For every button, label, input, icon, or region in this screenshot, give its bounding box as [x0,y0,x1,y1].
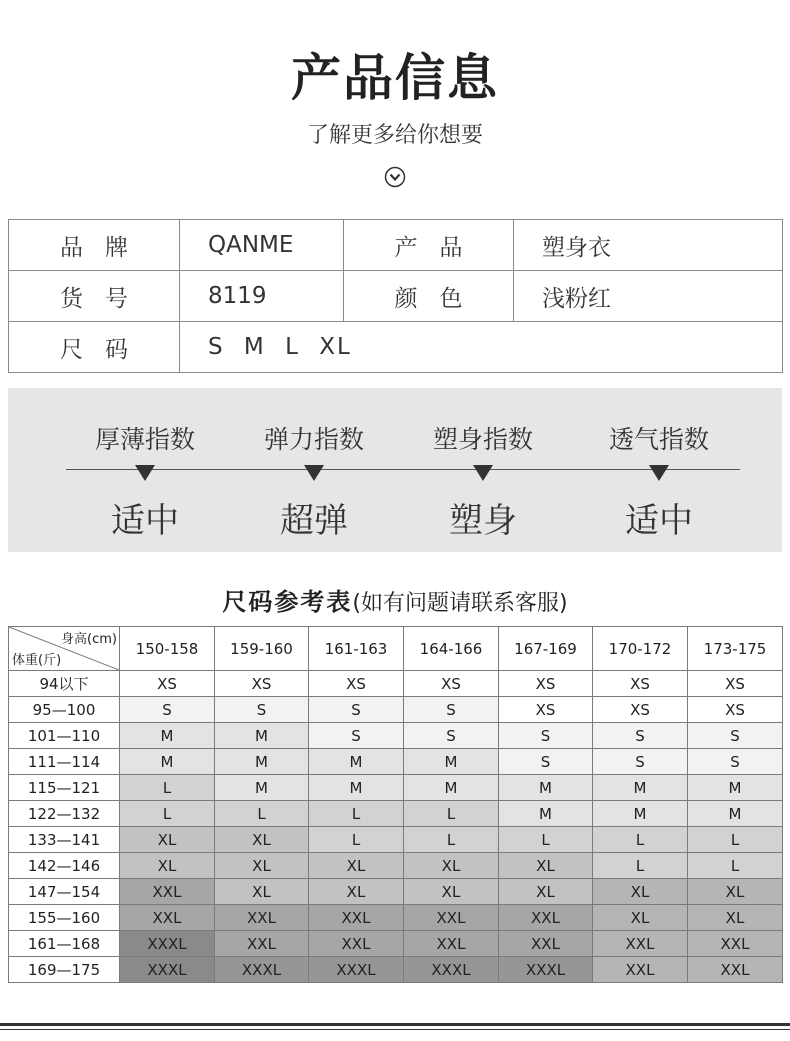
size-cell: S [309,697,404,723]
size-cell: XS [593,671,688,697]
size-cell: S [688,749,783,775]
size-cell: S [499,723,593,749]
index-label: 厚薄指数 [94,425,195,454]
size-cell: XS [499,697,593,723]
table-row [9,671,783,697]
size-cell: XXL [215,931,309,957]
index-label: 透气指数 [608,425,709,454]
weight-cell: 161—168 [9,931,120,957]
size-cell: M [120,749,215,775]
size-cell: M [688,775,783,801]
size-cell: L [215,801,309,827]
item-no-value: 8119 [180,271,344,322]
size-cell: S [499,749,593,775]
triangle-down-icon [304,465,324,481]
size-cell: XXL [309,905,404,931]
table-row [9,749,783,775]
size-cell: XL [688,905,783,931]
size-cell: M [215,775,309,801]
height-header-cell: 170-172 [593,627,688,671]
weight-cell: 133—141 [9,827,120,853]
size-cell: M [499,775,593,801]
size-cell: XS [688,671,783,697]
product-info-table [8,219,783,373]
size-cell: XXXL [120,957,215,983]
table-row [9,723,783,749]
index-band [8,388,782,552]
size-cell: XXL [120,905,215,931]
info-row [9,271,783,322]
size-cell: L [309,827,404,853]
size-cell: XL [215,827,309,853]
size-value: S M L XL [180,322,783,373]
size-cell: M [404,775,499,801]
size-cell: XXXL [499,957,593,983]
weight-cell: 94以下 [9,671,120,697]
size-cell: M [593,801,688,827]
height-header-cell: 164-166 [404,627,499,671]
weight-cell: 169—175 [9,957,120,983]
size-cell: M [404,749,499,775]
index-value: 适中 [625,501,693,541]
table-row [9,931,783,957]
index-item [229,420,399,542]
size-cell: M [593,775,688,801]
index-item [398,420,568,542]
size-cell: L [404,827,499,853]
size-cell: XS [593,697,688,723]
size-chart-corner [9,627,120,671]
size-cell: XS [215,671,309,697]
weight-cell: 147—154 [9,879,120,905]
footer-divider [0,1023,790,1026]
table-row [9,775,783,801]
size-cell: XL [215,879,309,905]
height-header-cell: 159-160 [215,627,309,671]
product-label: 产品 [344,220,514,271]
height-header-cell: 161-163 [309,627,404,671]
size-cell: XXL [688,931,783,957]
size-cell: M [215,749,309,775]
index-value: 塑身 [449,501,517,541]
size-cell: M [215,723,309,749]
size-cell: S [120,697,215,723]
size-cell: M [309,775,404,801]
size-cell: L [688,853,783,879]
weight-cell: 122—132 [9,801,120,827]
triangle-down-icon [473,465,493,481]
size-cell: XL [120,853,215,879]
size-cell: XL [309,853,404,879]
size-cell: XL [120,827,215,853]
size-cell: S [309,723,404,749]
size-chart-table [8,626,783,983]
height-header-cell: 150-158 [120,627,215,671]
size-cell: XXL [593,931,688,957]
size-cell: L [404,801,499,827]
height-header-cell: 167-169 [499,627,593,671]
size-cell: XL [404,879,499,905]
info-row [9,220,783,271]
size-cell: XXL [499,905,593,931]
index-value: 适中 [111,501,179,541]
size-cell: XL [499,879,593,905]
size-cell: M [688,801,783,827]
size-chart-note: (如有问题请联系客服) [352,591,568,616]
size-cell: S [593,749,688,775]
height-header-label: 身高(cm) [61,632,117,647]
chevron-down-circle-icon [384,166,406,188]
size-cell: L [120,775,215,801]
size-cell: S [593,723,688,749]
size-cell: XXXL [309,957,404,983]
index-label: 弹力指数 [263,425,364,454]
weight-header-label: 体重(斤) [12,653,62,668]
size-cell: XL [593,879,688,905]
size-cell: XXL [499,931,593,957]
size-chart-heading [0,582,790,617]
size-cell: M [309,749,404,775]
index-value: 超弹 [280,501,348,541]
page-subtitle: 了解更多给你想要 [306,123,483,148]
table-row [9,879,783,905]
table-row [9,801,783,827]
size-cell: S [404,697,499,723]
size-cell: XXXL [404,957,499,983]
size-cell: L [593,853,688,879]
size-cell: XXL [404,905,499,931]
size-chart-title: 尺码参考表 [222,588,353,616]
size-cell: S [404,723,499,749]
color-value: 浅粉红 [514,271,783,322]
weight-cell: 111—114 [9,749,120,775]
table-row [9,905,783,931]
size-chart-header-row [9,627,783,671]
brand-label: 品牌 [9,220,180,271]
size-cell: XXL [215,905,309,931]
size-cell: XL [593,905,688,931]
size-cell: XXXL [120,931,215,957]
size-cell: XL [688,879,783,905]
weight-cell: 95—100 [9,697,120,723]
table-row [9,853,783,879]
size-cell: XL [215,853,309,879]
brand-value: QANME [180,220,344,271]
size-cell: XL [499,853,593,879]
size-cell: L [120,801,215,827]
index-item [60,420,230,542]
item-no-label: 货号 [9,271,180,322]
info-row [9,322,783,373]
weight-cell: 101—110 [9,723,120,749]
size-cell: XXL [404,931,499,957]
size-cell: L [688,827,783,853]
size-cell: S [688,723,783,749]
weight-cell: 155—160 [9,905,120,931]
index-label: 塑身指数 [432,425,533,454]
table-row [9,697,783,723]
size-label: 尺码 [9,322,180,373]
product-value: 塑身衣 [514,220,783,271]
triangle-down-icon [135,465,155,481]
weight-cell: 142—146 [9,853,120,879]
height-header-cell: 173-175 [688,627,783,671]
size-cell: L [499,827,593,853]
size-cell: XS [499,671,593,697]
size-cell: XXL [309,931,404,957]
table-row [9,827,783,853]
color-label: 颜色 [344,271,514,322]
size-cell: XXL [120,879,215,905]
triangle-down-icon [649,465,669,481]
size-cell: XXXL [215,957,309,983]
size-cell: XXL [593,957,688,983]
size-cell: XXL [688,957,783,983]
size-cell: XL [309,879,404,905]
size-cell: XS [404,671,499,697]
page-title: 产品信息 [291,49,499,107]
size-cell: XS [120,671,215,697]
size-cell: L [593,827,688,853]
size-cell: XL [404,853,499,879]
size-cell: S [215,697,309,723]
size-cell: XS [309,671,404,697]
footer-divider [0,1029,790,1030]
size-cell: M [499,801,593,827]
size-cell: L [309,801,404,827]
table-row [9,957,783,983]
weight-cell: 115—121 [9,775,120,801]
index-item [574,420,744,542]
size-cell: M [120,723,215,749]
size-cell: XS [688,697,783,723]
